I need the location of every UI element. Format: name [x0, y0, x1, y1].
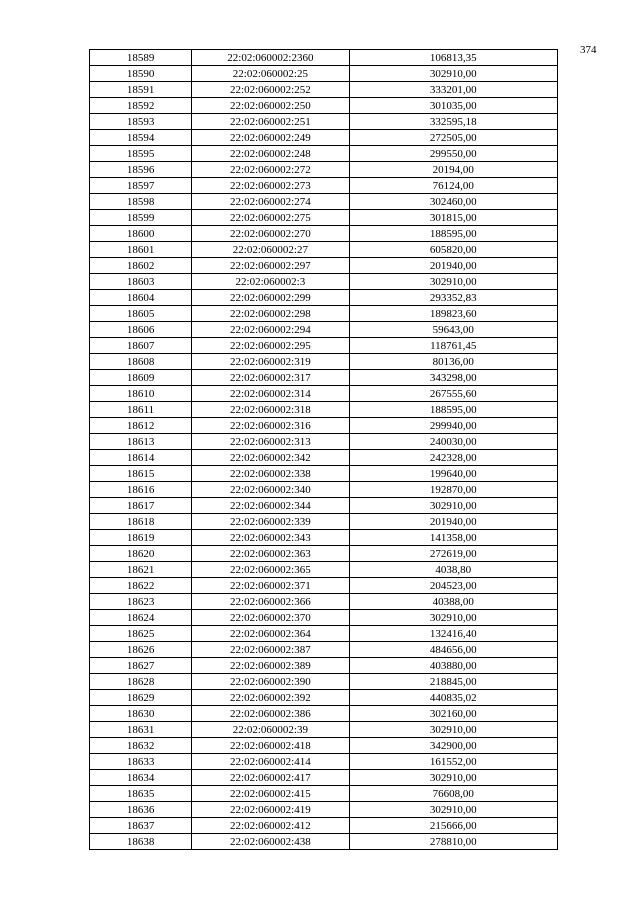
value-cell: 59643,00: [349, 322, 557, 338]
table-row: [90, 226, 558, 242]
cadastral-number-cell: 22:02:060002:299: [192, 290, 349, 306]
row-number-cell: 18619: [90, 530, 192, 546]
cadastral-number-cell: 22:02:060002:297: [192, 258, 349, 274]
row-number-cell: 18620: [90, 546, 192, 562]
row-number-cell: 18638: [90, 834, 192, 850]
table-row: [90, 466, 558, 482]
row-number-cell: 18594: [90, 130, 192, 146]
table-row: [90, 786, 558, 802]
row-number-cell: 18589: [90, 50, 192, 66]
table-row: [90, 386, 558, 402]
cadastral-number-cell: 22:02:060002:248: [192, 146, 349, 162]
table-row: [90, 482, 558, 498]
value-cell: 242328,00: [349, 450, 557, 466]
row-number-cell: 18612: [90, 418, 192, 434]
table-row: [90, 770, 558, 786]
table-row: [90, 754, 558, 770]
table-row: [90, 98, 558, 114]
cadastral-number-cell: 22:02:060002:318: [192, 402, 349, 418]
table-row: [90, 66, 558, 82]
cadastral-number-cell: 22:02:060002:365: [192, 562, 349, 578]
row-number-cell: 18614: [90, 450, 192, 466]
value-cell: 4038,80: [349, 562, 557, 578]
value-cell: 484656,00: [349, 642, 557, 658]
value-cell: 403880,00: [349, 658, 557, 674]
cadastral-number-cell: 22:02:060002:252: [192, 82, 349, 98]
row-number-cell: 18629: [90, 690, 192, 706]
row-number-cell: 18622: [90, 578, 192, 594]
row-number-cell: 18627: [90, 658, 192, 674]
row-number-cell: 18623: [90, 594, 192, 610]
page-number: 374: [580, 44, 597, 56]
cadastral-number-cell: 22:02:060002:274: [192, 194, 349, 210]
table-row: [90, 594, 558, 610]
cadastral-number-cell: 22:02:060002:366: [192, 594, 349, 610]
row-number-cell: 18598: [90, 194, 192, 210]
row-number-cell: 18596: [90, 162, 192, 178]
table-row: [90, 418, 558, 434]
cadastral-number-cell: 22:02:060002:317: [192, 370, 349, 386]
row-number-cell: 18601: [90, 242, 192, 258]
table-row: [90, 642, 558, 658]
cadastral-number-cell: 22:02:060002:338: [192, 466, 349, 482]
value-cell: 302910,00: [349, 802, 557, 818]
cadastral-number-cell: 22:02:060002:319: [192, 354, 349, 370]
table-row: [90, 306, 558, 322]
value-cell: 76124,00: [349, 178, 557, 194]
value-cell: 132416,40: [349, 626, 557, 642]
table-row: [90, 450, 558, 466]
value-cell: 302460,00: [349, 194, 557, 210]
cadastral-number-cell: 22:02:060002:39: [192, 722, 349, 738]
value-cell: 218845,00: [349, 674, 557, 690]
value-cell: 332595,18: [349, 114, 557, 130]
table-row: [90, 274, 558, 290]
value-cell: 188595,00: [349, 402, 557, 418]
table-row: [90, 722, 558, 738]
table-row: [90, 434, 558, 450]
row-number-cell: 18613: [90, 434, 192, 450]
table-row: [90, 210, 558, 226]
table-row: [90, 178, 558, 194]
row-number-cell: 18595: [90, 146, 192, 162]
cadastral-number-cell: 22:02:060002:438: [192, 834, 349, 850]
table-row: [90, 818, 558, 834]
cadastral-number-cell: 22:02:060002:392: [192, 690, 349, 706]
value-cell: 40388,00: [349, 594, 557, 610]
row-number-cell: 18618: [90, 514, 192, 530]
table-row: [90, 626, 558, 642]
row-number-cell: 18597: [90, 178, 192, 194]
cadastral-number-cell: 22:02:060002:390: [192, 674, 349, 690]
value-cell: 272505,00: [349, 130, 557, 146]
table-row: [90, 354, 558, 370]
cadastral-number-cell: 22:02:060002:364: [192, 626, 349, 642]
row-number-cell: 18591: [90, 82, 192, 98]
table-row: [90, 658, 558, 674]
row-number-cell: 18632: [90, 738, 192, 754]
row-number-cell: 18605: [90, 306, 192, 322]
cadastral-number-cell: 22:02:060002:389: [192, 658, 349, 674]
value-cell: 293352,83: [349, 290, 557, 306]
cadastral-number-cell: 22:02:060002:387: [192, 642, 349, 658]
value-cell: 201940,00: [349, 514, 557, 530]
row-number-cell: 18590: [90, 66, 192, 82]
cadastral-number-cell: 22:02:060002:3: [192, 274, 349, 290]
table-row: [90, 498, 558, 514]
cadastral-number-cell: 22:02:060002:249: [192, 130, 349, 146]
cadastral-number-cell: 22:02:060002:371: [192, 578, 349, 594]
value-cell: 201940,00: [349, 258, 557, 274]
table-row: [90, 130, 558, 146]
value-cell: 80136,00: [349, 354, 557, 370]
value-cell: 333201,00: [349, 82, 557, 98]
row-number-cell: 18624: [90, 610, 192, 626]
value-cell: 161552,00: [349, 754, 557, 770]
value-cell: 267555,60: [349, 386, 557, 402]
table-row: [90, 834, 558, 850]
row-number-cell: 18621: [90, 562, 192, 578]
cadastral-number-cell: 22:02:060002:298: [192, 306, 349, 322]
value-cell: 302910,00: [349, 722, 557, 738]
cadastral-number-cell: 22:02:060002:313: [192, 434, 349, 450]
cadastral-number-cell: 22:02:060002:339: [192, 514, 349, 530]
table-row: [90, 290, 558, 306]
cadastral-number-cell: 22:02:060002:295: [192, 338, 349, 354]
value-cell: 278810,00: [349, 834, 557, 850]
cadastral-number-cell: 22:02:060002:343: [192, 530, 349, 546]
value-cell: 302910,00: [349, 66, 557, 82]
cadastral-number-cell: 22:02:060002:272: [192, 162, 349, 178]
row-number-cell: 18637: [90, 818, 192, 834]
value-cell: 302910,00: [349, 610, 557, 626]
value-cell: 301035,00: [349, 98, 557, 114]
value-cell: 343298,00: [349, 370, 557, 386]
value-cell: 20194,00: [349, 162, 557, 178]
table-row: [90, 802, 558, 818]
table-row: [90, 242, 558, 258]
row-number-cell: 18600: [90, 226, 192, 242]
table-row: [90, 674, 558, 690]
table-row: [90, 82, 558, 98]
table-row: [90, 578, 558, 594]
table-row: [90, 258, 558, 274]
cadastral-number-cell: 22:02:060002:414: [192, 754, 349, 770]
cadastral-number-cell: 22:02:060002:250: [192, 98, 349, 114]
value-cell: 118761,45: [349, 338, 557, 354]
row-number-cell: 18615: [90, 466, 192, 482]
value-cell: 106813,35: [349, 50, 557, 66]
table-row: [90, 322, 558, 338]
table-row: [90, 514, 558, 530]
table-row: [90, 162, 558, 178]
row-number-cell: 18628: [90, 674, 192, 690]
table-row: [90, 50, 558, 66]
cadastral-number-cell: 22:02:060002:363: [192, 546, 349, 562]
row-number-cell: 18610: [90, 386, 192, 402]
value-cell: 301815,00: [349, 210, 557, 226]
table-row: [90, 370, 558, 386]
cadastral-number-cell: 22:02:060002:270: [192, 226, 349, 242]
value-cell: 302910,00: [349, 770, 557, 786]
row-number-cell: 18616: [90, 482, 192, 498]
value-cell: 605820,00: [349, 242, 557, 258]
table-row: [90, 690, 558, 706]
value-cell: 76608,00: [349, 786, 557, 802]
cadastral-number-cell: 22:02:060002:275: [192, 210, 349, 226]
cadastral-number-cell: 22:02:060002:316: [192, 418, 349, 434]
table-row: [90, 114, 558, 130]
cadastral-number-cell: 22:02:060002:2360: [192, 50, 349, 66]
row-number-cell: 18607: [90, 338, 192, 354]
value-cell: 302910,00: [349, 498, 557, 514]
value-cell: 342900,00: [349, 738, 557, 754]
row-number-cell: 18592: [90, 98, 192, 114]
value-cell: 302160,00: [349, 706, 557, 722]
row-number-cell: 18604: [90, 290, 192, 306]
value-cell: 299550,00: [349, 146, 557, 162]
value-cell: 440835,02: [349, 690, 557, 706]
value-cell: 192870,00: [349, 482, 557, 498]
cadastral-number-cell: 22:02:060002:370: [192, 610, 349, 626]
table-row: [90, 738, 558, 754]
value-cell: 204523,00: [349, 578, 557, 594]
row-number-cell: 18599: [90, 210, 192, 226]
cadastral-number-cell: 22:02:060002:340: [192, 482, 349, 498]
cadastral-number-cell: 22:02:060002:342: [192, 450, 349, 466]
row-number-cell: 18625: [90, 626, 192, 642]
value-cell: 141358,00: [349, 530, 557, 546]
value-cell: 188595,00: [349, 226, 557, 242]
row-number-cell: 18606: [90, 322, 192, 338]
row-number-cell: 18593: [90, 114, 192, 130]
value-cell: 189823,60: [349, 306, 557, 322]
row-number-cell: 18636: [90, 802, 192, 818]
table-row: [90, 530, 558, 546]
row-number-cell: 18634: [90, 770, 192, 786]
table-row: [90, 402, 558, 418]
value-cell: 215666,00: [349, 818, 557, 834]
cadastral-number-cell: 22:02:060002:418: [192, 738, 349, 754]
cadastral-number-cell: 22:02:060002:417: [192, 770, 349, 786]
row-number-cell: 18611: [90, 402, 192, 418]
value-cell: 299940,00: [349, 418, 557, 434]
row-number-cell: 18633: [90, 754, 192, 770]
row-number-cell: 18609: [90, 370, 192, 386]
cadastral-number-cell: 22:02:060002:273: [192, 178, 349, 194]
cadastral-number-cell: 22:02:060002:419: [192, 802, 349, 818]
cadastral-number-cell: 22:02:060002:294: [192, 322, 349, 338]
value-cell: 302910,00: [349, 274, 557, 290]
cadastral-number-cell: 22:02:060002:27: [192, 242, 349, 258]
cadastral-value-table: [89, 49, 558, 850]
table-row: [90, 562, 558, 578]
cadastral-number-cell: 22:02:060002:412: [192, 818, 349, 834]
table-row: [90, 146, 558, 162]
row-number-cell: 18630: [90, 706, 192, 722]
table-row: [90, 546, 558, 562]
table-row: [90, 610, 558, 626]
table-row: [90, 338, 558, 354]
row-number-cell: 18635: [90, 786, 192, 802]
row-number-cell: 18608: [90, 354, 192, 370]
row-number-cell: 18603: [90, 274, 192, 290]
row-number-cell: 18631: [90, 722, 192, 738]
table-row: [90, 706, 558, 722]
value-cell: 199640,00: [349, 466, 557, 482]
table-body: [90, 50, 558, 850]
row-number-cell: 18626: [90, 642, 192, 658]
cadastral-number-cell: 22:02:060002:415: [192, 786, 349, 802]
cadastral-number-cell: 22:02:060002:386: [192, 706, 349, 722]
value-cell: 272619,00: [349, 546, 557, 562]
cadastral-number-cell: 22:02:060002:314: [192, 386, 349, 402]
row-number-cell: 18602: [90, 258, 192, 274]
cadastral-number-cell: 22:02:060002:344: [192, 498, 349, 514]
value-cell: 240030,00: [349, 434, 557, 450]
row-number-cell: 18617: [90, 498, 192, 514]
table-row: [90, 194, 558, 210]
cadastral-number-cell: 22:02:060002:251: [192, 114, 349, 130]
cadastral-number-cell: 22:02:060002:25: [192, 66, 349, 82]
